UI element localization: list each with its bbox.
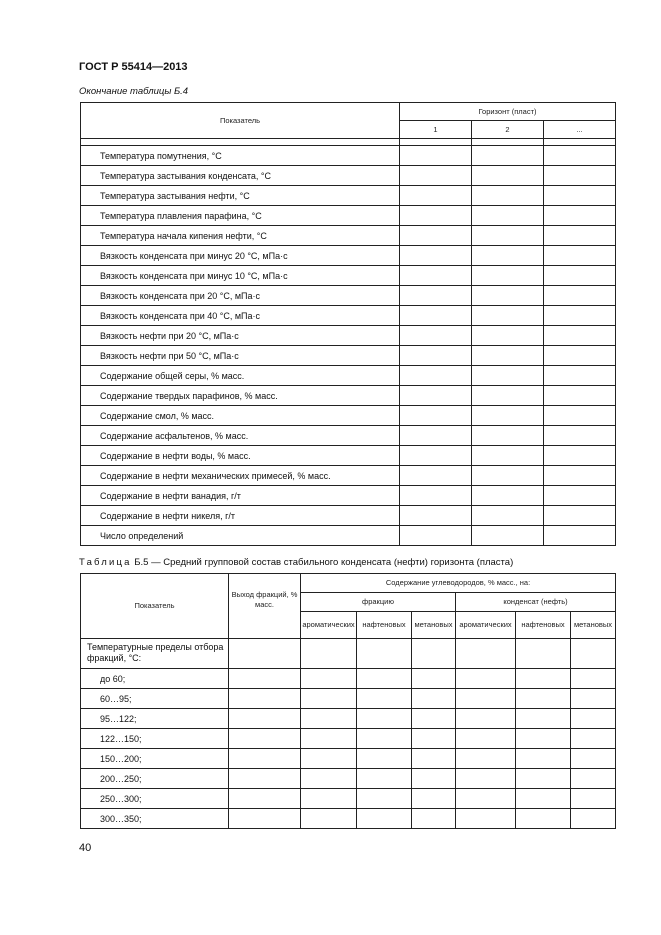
value-cell [472, 166, 544, 186]
row-label: 300…350; [81, 809, 229, 829]
value-cell [544, 306, 616, 326]
row-label: Температурные пределы отбора фракций, °С: [81, 639, 229, 669]
value-cell [544, 446, 616, 466]
value-cell [400, 406, 472, 426]
column-header-indicator: Показатель [81, 574, 229, 639]
table-row [81, 426, 616, 446]
row-label: Содержание в нефти механических примесей, % масс. [81, 466, 400, 486]
table-row [81, 366, 616, 386]
column-header-aromatic: ароматических [301, 612, 357, 639]
value-cell [571, 809, 616, 829]
page-number: 40 [79, 842, 92, 854]
value-cell [400, 166, 472, 186]
table-b5 [80, 573, 616, 829]
value-cell [472, 146, 544, 166]
row-label: 250…300; [81, 789, 229, 809]
value-cell [472, 446, 544, 466]
column-header-fraction: фракцию [301, 593, 456, 612]
value-cell [544, 266, 616, 286]
table-row [81, 166, 616, 186]
table-row [81, 326, 616, 346]
value-cell [400, 286, 472, 306]
value-cell [400, 146, 472, 166]
value-cell [472, 466, 544, 486]
row-label: 122…150; [81, 729, 229, 749]
column-header-naphthenic: нафтеновых [516, 612, 571, 639]
value-cell [400, 486, 472, 506]
table-row [81, 206, 616, 226]
value-cell [301, 769, 357, 789]
value-cell [472, 286, 544, 306]
row-label: Число определений [81, 526, 400, 546]
value-cell [357, 729, 412, 749]
value-cell [516, 809, 571, 829]
table-row [81, 186, 616, 206]
value-cell [357, 709, 412, 729]
table-row [81, 729, 616, 749]
value-cell [571, 689, 616, 709]
table-b5-title: Б.5 — Средний групповой состав стабильного конденсата (нефти) горизонта (пласта) [131, 557, 514, 568]
value-cell [516, 749, 571, 769]
table-row [81, 466, 616, 486]
value-cell [544, 526, 616, 546]
value-cell [544, 226, 616, 246]
value-cell [472, 386, 544, 406]
table-row [81, 286, 616, 306]
row-label: 200…250; [81, 769, 229, 789]
value-cell [544, 346, 616, 366]
value-cell [516, 729, 571, 749]
value-cell [301, 789, 357, 809]
value-cell [412, 789, 456, 809]
table-row [81, 226, 616, 246]
value-cell [472, 506, 544, 526]
value-cell [544, 366, 616, 386]
value-cell [357, 809, 412, 829]
row-label: Вязкость нефти при 50 °С, мПа·с [81, 346, 400, 366]
value-cell [544, 146, 616, 166]
table-row [81, 506, 616, 526]
value-cell [400, 426, 472, 446]
value-cell [516, 709, 571, 729]
column-header-naphthenic: нафтеновых [357, 612, 412, 639]
table-word: Таблица [79, 557, 132, 568]
value-cell [571, 769, 616, 789]
value-cell [544, 486, 616, 506]
column-header-methane: метановых [412, 612, 456, 639]
row-label: Вязкость конденсата при минус 20 °С, мПа·с [81, 246, 400, 266]
value-cell [400, 346, 472, 366]
value-cell [400, 266, 472, 286]
value-cell [472, 406, 544, 426]
value-cell [472, 186, 544, 206]
column-header-content: Содержание углеводородов, % масс., на: [301, 574, 616, 593]
value-cell [544, 426, 616, 446]
table-row [81, 639, 616, 669]
column-header-horizon-1: 1 [400, 121, 472, 139]
value-cell [301, 689, 357, 709]
table-row [81, 446, 616, 466]
table-b4-continuation-caption: Окончание таблицы Б.4 [79, 86, 189, 97]
value-cell [516, 789, 571, 809]
table-row [81, 749, 616, 769]
value-cell [516, 769, 571, 789]
value-cell [472, 206, 544, 226]
value-cell [412, 689, 456, 709]
row-label: Вязкость конденсата при минус 10 °С, мПа·с [81, 266, 400, 286]
value-cell [544, 386, 616, 406]
value-cell [400, 466, 472, 486]
value-cell [472, 526, 544, 546]
row-label: Содержание смол, % масс. [81, 406, 400, 426]
column-header-indicator: Показатель [81, 103, 400, 139]
value-cell [229, 689, 301, 709]
value-cell [412, 709, 456, 729]
row-label: Температура застывания конденсата, °С [81, 166, 400, 186]
value-cell [456, 769, 516, 789]
row-label: Содержание в нефти ванадия, г/т [81, 486, 400, 506]
value-cell [571, 749, 616, 769]
value-cell [544, 206, 616, 226]
column-header-condensate: конденсат (нефть) [456, 593, 616, 612]
value-cell [357, 669, 412, 689]
table-row [81, 689, 616, 709]
value-cell [472, 366, 544, 386]
table-row [81, 266, 616, 286]
row-label: Температура застывания нефти, °С [81, 186, 400, 206]
value-cell [516, 689, 571, 709]
value-cell [544, 326, 616, 346]
value-cell [412, 749, 456, 769]
value-cell [456, 789, 516, 809]
value-cell [400, 506, 472, 526]
row-label: 95…122; [81, 709, 229, 729]
value-cell [544, 286, 616, 306]
row-label: Температура начала кипения нефти, °С [81, 226, 400, 246]
column-header-horizon-2: 2 [472, 121, 544, 139]
table-row [81, 769, 616, 789]
value-cell [400, 526, 472, 546]
column-header-aromatic: ароматических [456, 612, 516, 639]
value-cell [357, 769, 412, 789]
row-label: Содержание в нефти воды, % масс. [81, 446, 400, 466]
table-row [81, 386, 616, 406]
value-cell [229, 769, 301, 789]
table-row [81, 789, 616, 809]
value-cell [472, 226, 544, 246]
value-cell [301, 729, 357, 749]
value-cell [516, 669, 571, 689]
value-cell [544, 186, 616, 206]
value-cell [412, 769, 456, 789]
row-label: до 60; [81, 669, 229, 689]
value-cell [456, 669, 516, 689]
row-label: Вязкость нефти при 20 °С, мПа·с [81, 326, 400, 346]
value-cell [412, 809, 456, 829]
value-cell [229, 749, 301, 769]
table-b4 [80, 102, 616, 546]
value-cell [229, 729, 301, 749]
table-row [81, 346, 616, 366]
table-row [81, 146, 616, 166]
value-cell [412, 669, 456, 689]
table-row [81, 306, 616, 326]
table-b5-caption [79, 557, 513, 568]
value-cell [229, 789, 301, 809]
value-cell [357, 689, 412, 709]
column-header-methane: метановых [571, 612, 616, 639]
value-cell [456, 809, 516, 829]
value-cell [544, 506, 616, 526]
value-cell [571, 709, 616, 729]
row-label: Температура помутнения, °С [81, 146, 400, 166]
row-label: Содержание асфальтенов, % масс. [81, 426, 400, 446]
value-cell [571, 729, 616, 749]
table-row [81, 709, 616, 729]
value-cell [544, 406, 616, 426]
value-cell [472, 486, 544, 506]
value-cell [544, 246, 616, 266]
value-cell [456, 689, 516, 709]
table-row [81, 406, 616, 426]
row-label: Вязкость конденсата при 20 °С, мПа·с [81, 286, 400, 306]
column-header-yield: Выход фракций, % масс. [229, 574, 301, 639]
value-cell [571, 669, 616, 689]
row-label: Температура плавления парафина, °С [81, 206, 400, 226]
value-cell [400, 446, 472, 466]
value-cell [301, 669, 357, 689]
value-cell [357, 749, 412, 769]
value-cell [544, 466, 616, 486]
value-cell [456, 709, 516, 729]
value-cell [400, 246, 472, 266]
column-header-horizon: Горизонт (пласт) [400, 103, 616, 121]
value-cell [400, 306, 472, 326]
column-header-horizon-more: ... [544, 121, 616, 139]
value-cell [229, 809, 301, 829]
value-cell [400, 186, 472, 206]
table-row [81, 246, 616, 266]
value-cell [400, 386, 472, 406]
value-cell [456, 729, 516, 749]
row-label: Вязкость конденсата при 40 °С, мПа·с [81, 306, 400, 326]
value-cell [301, 809, 357, 829]
value-cell [400, 326, 472, 346]
row-label: Содержание общей серы, % масс. [81, 366, 400, 386]
value-cell [472, 246, 544, 266]
value-cell [544, 166, 616, 186]
value-cell [229, 709, 301, 729]
row-label: Содержание в нефти никеля, г/т [81, 506, 400, 526]
value-cell [229, 669, 301, 689]
value-cell [571, 789, 616, 809]
row-label: 150…200; [81, 749, 229, 769]
table-row [81, 669, 616, 689]
value-cell [456, 749, 516, 769]
value-cell [400, 226, 472, 246]
value-cell [472, 326, 544, 346]
table-row [81, 526, 616, 546]
value-cell [472, 306, 544, 326]
value-cell [472, 266, 544, 286]
value-cell [400, 366, 472, 386]
value-cell [301, 709, 357, 729]
value-cell [472, 426, 544, 446]
value-cell [412, 729, 456, 749]
table-row [81, 486, 616, 506]
value-cell [400, 206, 472, 226]
table-row [81, 809, 616, 829]
row-label: Содержание твердых парафинов, % масс. [81, 386, 400, 406]
document-code: ГОСТ Р 55414—2013 [79, 61, 188, 73]
value-cell [301, 749, 357, 769]
value-cell [472, 346, 544, 366]
row-label: 60…95; [81, 689, 229, 709]
value-cell [357, 789, 412, 809]
